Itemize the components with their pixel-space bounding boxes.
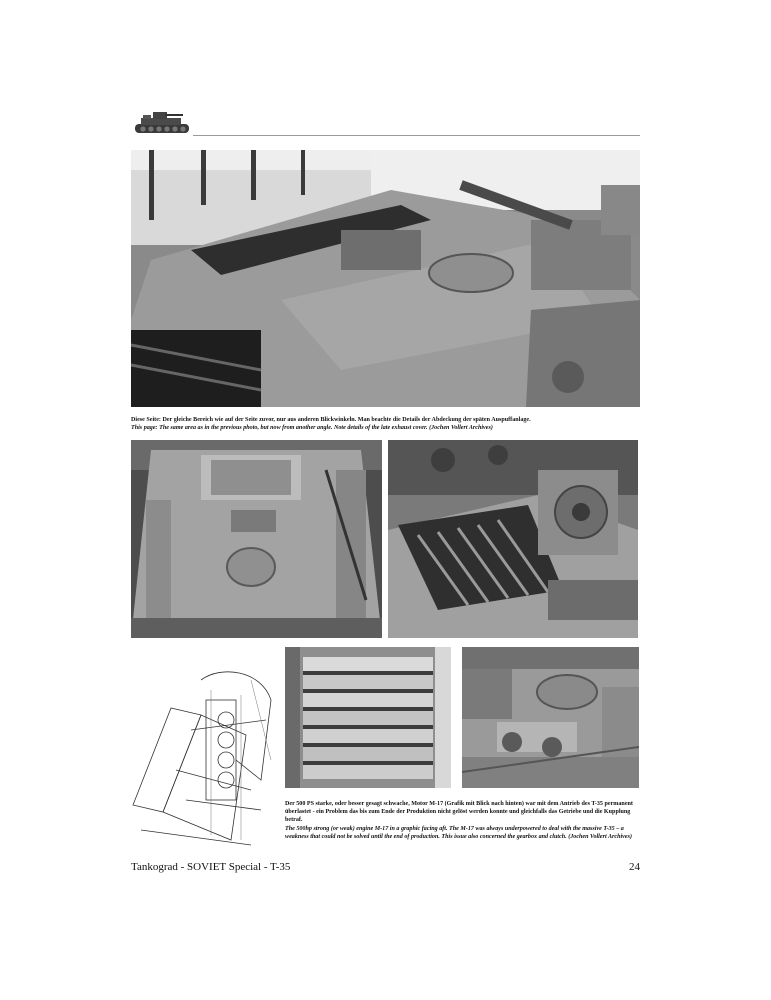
footer-title: Tankograd - SOVIET Special - T-35 xyxy=(131,861,291,873)
caption-bottom-credit: (Jochen Vollert Archives) xyxy=(568,833,632,840)
photo-louvre-closeup xyxy=(285,647,451,788)
photo-exhaust-louvres xyxy=(388,440,638,638)
drawing-engine-m17 xyxy=(131,660,276,848)
photo-hatch-detail xyxy=(462,647,639,788)
caption-top xyxy=(131,416,640,432)
photo-engine-deck-rear xyxy=(131,440,382,638)
caption-bottom-en: The 500hp strong (or weak) engine M-17 in a graphic facing aft. The M-17 was always underpowered to deal with the massive T-35 – a weakness that could not be solved until the end of production. This issue also concerned the gearbox and clutch. xyxy=(285,825,624,840)
caption-bottom xyxy=(285,800,640,841)
photo-engine-deck-wide xyxy=(131,150,640,407)
caption-top-de: Diese Seite: Der gleiche Bereich wie auf der Seite zuvor, nur aus anderen Blickwinkeln. Man beachte die Details der Abdeckung der späten Auspuffanlage. xyxy=(131,417,531,423)
caption-bottom-de: Der 500 PS starke, oder besser gesagt schwache, Motor M-17 (Grafik mit Blick nach hinten) war mit dem Antrieb des T-35 permanent überlastet - ein Problem das bis zum Ende der Produktion nicht gelöst werden konnte und gleichfalls das Getriebe und die Kupplung betraf. xyxy=(285,801,633,824)
caption-top-en: This page: The same area as in the previous photo, but now from another angle. Note details of the late exhaust cover. xyxy=(131,425,428,432)
header-rule xyxy=(193,135,640,136)
tank-logo xyxy=(131,108,193,138)
page-number: 24 xyxy=(629,861,640,873)
caption-top-credit: (Jochen Vollert Archives) xyxy=(429,425,493,432)
